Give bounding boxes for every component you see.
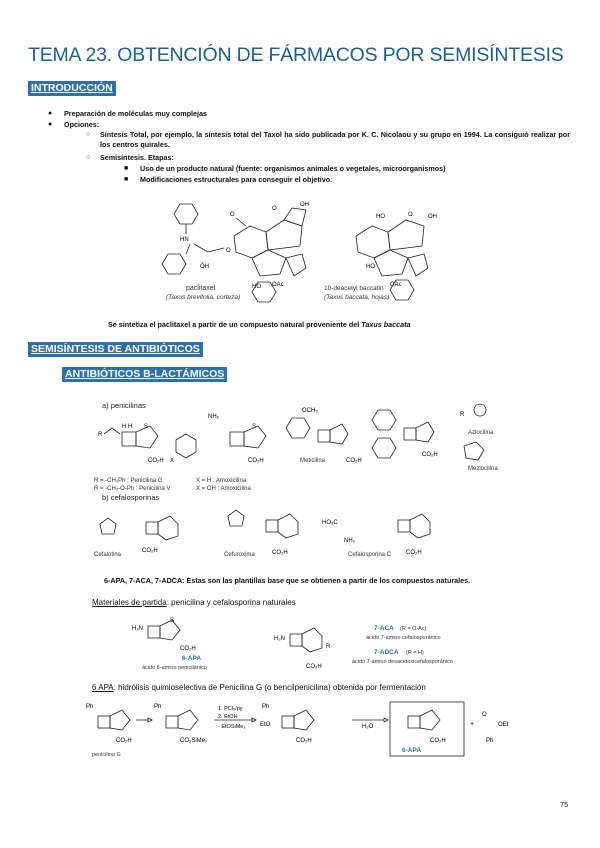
bullet-circle: ○	[86, 154, 91, 161]
intro-sub-2: Semisíntesis. Etapas:	[100, 153, 174, 162]
hydrolysis-label: H₂O	[362, 724, 374, 730]
svg-text:EtO: EtO	[260, 722, 271, 728]
materiales-heading	[92, 598, 296, 608]
taxol-structures-figure	[160, 196, 460, 304]
svg-text:(Taxus brevifolia, corteza): (Taxus brevifolia, corteza)	[166, 294, 241, 301]
cefuroxima-label: Cefuroxima	[224, 552, 255, 558]
azlocilina-label: Azlocilina	[468, 430, 494, 436]
co2h-label: CO₂H	[142, 548, 158, 554]
co2h-label: CO₂H	[248, 458, 264, 464]
svg-text:R: R	[460, 412, 465, 418]
mezlocilina-label: Mezlocilina	[468, 466, 498, 472]
label-cefalosporinas: b) cefalosporinas	[102, 493, 160, 502]
page-number: 75	[560, 800, 569, 809]
svg-text:OH: OH	[428, 214, 437, 220]
r-def-2: R = -CH₂-O-Ph : Penicilina V	[94, 486, 171, 492]
bullet-dot: ●	[48, 121, 53, 128]
section-heading-antibioticos: SEMISÍNTESIS DE ANTIBIÓTICOS	[28, 342, 203, 357]
svg-text:OCH₃: OCH₃	[302, 408, 318, 414]
svg-text:Ph: Ph	[86, 704, 94, 710]
svg-text:R: R	[98, 432, 103, 438]
svg-text:CO₂H: CO₂H	[116, 738, 132, 744]
bullet-dot: ●	[48, 110, 53, 117]
reagent-2: 2. EtOH	[218, 714, 238, 720]
svg-text:paclitaxel: paclitaxel	[186, 285, 216, 292]
silyl-ester-label: CO₂SiMe₃	[180, 738, 208, 744]
bullet-circle: ○	[86, 131, 91, 138]
penicilina-g-label: penicilina G	[92, 752, 121, 758]
apa-label: 6-APA	[182, 655, 202, 662]
svg-text:HO: HO	[252, 284, 261, 290]
svg-text:OEt: OEt	[498, 722, 509, 728]
svg-text:O: O	[272, 206, 277, 212]
co2h-label: CO₂H	[406, 550, 422, 556]
co2h-label: CO₂H	[422, 452, 438, 458]
x-def-1: X = H : Amoxicilina	[196, 478, 247, 484]
figure1-caption	[108, 320, 411, 330]
svg-text:HN: HN	[180, 237, 189, 243]
adca-r: (R = H)	[406, 650, 424, 656]
svg-text:CO₂H: CO₂H	[296, 738, 312, 744]
svg-text:HO₂C: HO₂C	[322, 520, 338, 526]
bullet-square: ■	[124, 176, 129, 183]
reagent-1: 1. PCl₅/py	[218, 706, 243, 712]
svg-text:10-deacetyl baccatin: 10-deacetyl baccatin	[324, 285, 384, 292]
svg-text:S: S	[144, 424, 149, 430]
svg-text:CO₂H: CO₂H	[306, 664, 322, 670]
intro-item-1: Preparación de moléculas muy complejas	[64, 109, 208, 118]
cefalotina-label: Cefalotina	[94, 552, 122, 558]
aca-r: (R = O-Ac)	[400, 626, 427, 632]
svg-text:S: S	[252, 424, 257, 430]
svg-text:Ph: Ph	[154, 704, 162, 710]
cefalosporina-c-label: Cefalosporina C	[348, 552, 392, 558]
svg-text:X: X	[170, 458, 175, 464]
reagent-3: - EtOSiMe₃	[218, 724, 246, 730]
svg-text:R: R	[326, 644, 331, 650]
intro-item-2: Opciones:	[64, 120, 100, 129]
svg-text:Ph: Ph	[486, 738, 494, 744]
section-heading-intro: INTRODUCCIÓN	[28, 81, 116, 96]
figure2-caption: 6-APA, 7-ACA, 7-ADCA: Estas son las plantillas base que se obtienen a partir de los compuestos naturales.	[104, 576, 471, 585]
apa-heading-rest: : hidrólisis quimioselectiva de Penicilina G (o bencilpenicilina) obtenida por fermentación	[113, 683, 426, 692]
svg-text:S: S	[170, 618, 175, 624]
meticilina-label: Meticilina	[300, 458, 326, 464]
adca-label: 7-ADCA	[374, 649, 399, 656]
svg-text:HO: HO	[366, 264, 375, 270]
svg-text:O: O	[482, 712, 487, 718]
svg-text:H₂N: H₂N	[274, 636, 285, 642]
page-title: TEMA 23. OBTENCIÓN DE FÁRMACOS POR SEMISÍNTESIS	[28, 44, 564, 66]
svg-text:Ph: Ph	[262, 704, 270, 710]
svg-text:O: O	[226, 248, 231, 254]
co2h-label: CO₂H	[346, 458, 362, 464]
intro-step-2: Modificaciones estructurales para conseguir el objetivo.	[140, 175, 333, 184]
svg-text:OH: OH	[300, 202, 309, 208]
intro-sub-1: Síntesis Total, por ejemplo, la síntesis total del Taxol ha sido publicada por K. C. Nicolaou y su grupo en 1994. La consiguió realizar por los centros quirales.	[100, 130, 570, 149]
svg-text:OAc: OAc	[390, 282, 402, 288]
starting-materials-figure	[130, 612, 470, 674]
apa-product-label: 6-APA	[402, 747, 422, 754]
svg-text:HO: HO	[376, 214, 385, 220]
aca-label: 7-ACA	[374, 625, 394, 632]
intro-step-1: Uso de un producto natural (fuente: organismos animales o vegetales, microorganismos)	[140, 164, 446, 173]
svg-text:OAc: OAc	[272, 282, 284, 288]
svg-text:(Taxus baccata, hojas): (Taxus baccata, hojas)	[324, 294, 390, 301]
svg-text:H₂N: H₂N	[132, 626, 143, 632]
x-def-2: X = OH : Amoxicilina	[196, 486, 251, 492]
apa-name: ácido 6-amino penicilánico	[142, 665, 207, 671]
svg-text:ŌH: ŌH	[200, 264, 209, 270]
co2h-label: CO₂H	[272, 550, 288, 556]
apa-heading-underlined: 6 APA	[92, 683, 114, 692]
svg-text:CO₂H: CO₂H	[180, 646, 196, 652]
caption-italic: Taxus baccata	[361, 320, 411, 329]
svg-text:O: O	[408, 212, 413, 218]
svg-text:+: +	[470, 721, 475, 728]
co2h-label: CO₂H	[148, 458, 164, 464]
caption-text: Se sintetiza el paclitaxel a partir de un compuesto natural proveniente del	[108, 320, 362, 329]
bullet-square: ■	[124, 165, 129, 172]
svg-text:H H: H H	[122, 424, 133, 430]
adca-name: ácido 7-amino desacetoxicefalosporánico	[352, 659, 453, 665]
apa-heading	[92, 683, 426, 693]
svg-text:NH₂: NH₂	[344, 538, 355, 544]
apa-synthesis-scheme	[84, 698, 524, 762]
beta-lactam-structures-figure	[92, 398, 512, 568]
section-heading-beta-lactamicos: ANTIBIÓTICOS B-LACTÁMICOS	[62, 367, 227, 382]
r-def-1: R = -CH₂Ph : Penicilina G	[94, 478, 163, 484]
materiales-heading-underlined: Materiales de partida	[92, 598, 167, 607]
aca-name: ácido 7-amino cefalosporánico	[366, 635, 441, 641]
svg-text:CO₂H: CO₂H	[430, 738, 446, 744]
materiales-heading-rest: : penicilina y cefalosporina naturales	[166, 598, 296, 607]
svg-text:O: O	[230, 212, 235, 218]
label-penicilinas: a) penicilinas	[102, 401, 146, 410]
svg-text:NH₂: NH₂	[208, 414, 219, 420]
